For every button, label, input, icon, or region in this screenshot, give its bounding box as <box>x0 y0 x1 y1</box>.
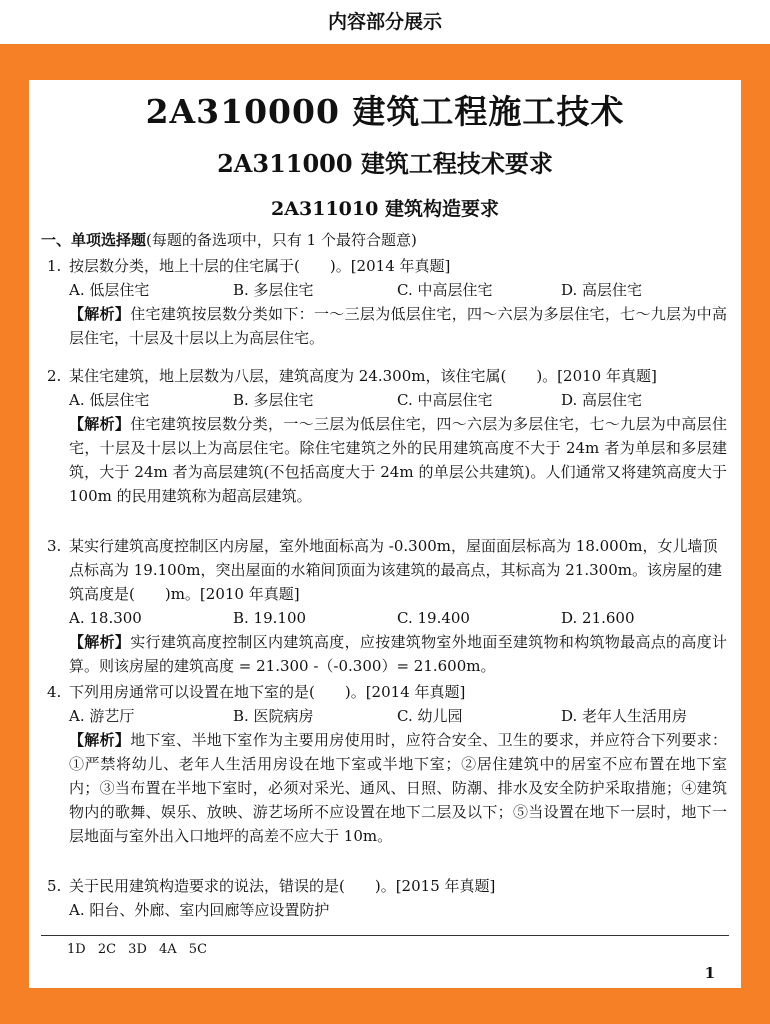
option-d: D. 高层住宅 <box>561 281 643 299</box>
analysis <box>47 630 727 678</box>
option-a: A. 阳台、外廊、室内回廊等应设置防护 <box>69 901 330 919</box>
option-b: B. 19.100 <box>233 609 307 627</box>
option-c: C. 19.400 <box>397 609 470 627</box>
question-5 <box>47 874 727 922</box>
question-number: 5. <box>47 877 62 895</box>
question-3 <box>47 534 727 678</box>
question-text: 某实行建筑高度控制区内房屋，室外地面标高为 -0.300m，屋面面层标高为 18.000m，女儿墙顶点标高为 19.100m，突出屋面的水箱间顶面为该建筑的最高点，其标高为 21.300m。该房屋的建筑高度是( )m。[2010 年真题] <box>69 537 722 603</box>
question-stem <box>47 534 727 606</box>
options-row <box>47 704 727 728</box>
question-text: 某住宅建筑，地上层数为八层，建筑高度为 24.300m，该住宅属( )。[2010 年真题] <box>69 367 657 385</box>
question-number: 1. <box>47 257 62 275</box>
page-number: 1 <box>704 964 715 982</box>
analysis <box>47 302 727 350</box>
options-row <box>47 898 727 922</box>
option-b: B. 多层住宅 <box>233 281 314 299</box>
footnote-divider <box>41 935 729 936</box>
question-type-heading <box>41 230 417 250</box>
question-1 <box>47 254 727 350</box>
options-row <box>47 388 727 412</box>
option-c: C. 中高层住宅 <box>397 281 493 299</box>
option-b: B. 医院病房 <box>233 707 314 725</box>
analysis <box>47 412 727 508</box>
option-d: D. 老年人生活用房 <box>561 707 688 725</box>
analysis-tag: 【解析】 <box>69 415 131 433</box>
analysis-text: 住宅建筑按层数分类如下：一～三层为低层住宅，四～六层为多层住宅，七～九层为中高层住宅，十层及十层以上为高层住宅。 <box>69 305 727 347</box>
question-text: 下列用房通常可以设置在地下室的是( )。[2014 年真题] <box>69 683 466 701</box>
analysis-text: 住宅建筑按层数分类，一～三层为低层住宅，四～六层为多层住宅，七～九层为中高层住宅，十层及十层以上为高层住宅。除住宅建筑之外的民用建筑高度不大于 24m 者为单层和多层建筑，大于 24m 者为高层建筑(不包括高度大于 24m 的单层公共建筑)。人们通常又将建筑高度大于 100m 的民用建筑称为超高层建筑。 <box>69 415 727 505</box>
option-a: A. 游艺厅 <box>69 707 135 725</box>
section-note: (每题的备选项中，只有 1 个最符合题意) <box>146 231 417 249</box>
option-a: A. 18.300 <box>69 609 142 627</box>
answer-key: 1D 2C 3D 4A 5C <box>67 942 208 957</box>
analysis-tag: 【解析】 <box>69 633 131 651</box>
option-a: A. 低层住宅 <box>69 391 150 409</box>
question-stem <box>47 254 727 278</box>
question-4 <box>47 680 727 848</box>
option-d: D. 21.600 <box>561 609 635 627</box>
option-c: C. 幼儿园 <box>397 707 463 725</box>
question-text: 按层数分类，地上十层的住宅属于( )。[2014 年真题] <box>69 257 451 275</box>
question-stem <box>47 364 727 388</box>
section-heading: 一、单项选择题 <box>41 231 147 249</box>
section-title: 2A311000 建筑工程技术要求 <box>217 149 553 178</box>
analysis-tag: 【解析】 <box>69 731 131 749</box>
chapter-title: 2A310000 建筑工程施工技术 <box>145 92 625 131</box>
option-a: A. 低层住宅 <box>69 281 150 299</box>
question-2 <box>47 364 727 508</box>
question-number: 4. <box>47 683 62 701</box>
question-number: 2. <box>47 367 62 385</box>
analysis <box>47 728 727 848</box>
analysis-text: 实行建筑高度控制区内建筑高度，应按建筑物室外地面至建筑物和构筑物最高点的高度计算。则该房屋的建筑高度 = 21.300 -（-0.300）= 21.600m。 <box>69 633 727 675</box>
subsection-title: 2A311010 建筑构造要求 <box>271 198 499 220</box>
options-row <box>47 278 727 302</box>
option-d: D. 高层住宅 <box>561 391 643 409</box>
document-page <box>29 80 741 988</box>
option-b: B. 多层住宅 <box>233 391 314 409</box>
question-number: 3. <box>47 537 62 555</box>
question-stem <box>47 874 727 898</box>
analysis-text: 地下室、半地下室作为主要用房使用时，应符合安全、卫生的要求，并应符合下列要求：①严禁将幼儿、老年人生活用房设在地下室或半地下室；②居住建筑中的居室不应布置在地下室内；③当布置在半地下室时，必须对采光、通风、日照、防潮、排水及安全防护采取措施；④建筑物内的歌舞、娱乐、放映、游艺场所不应设置在地下二层及以下；⑤当设置在地下一层时，地下一层地面与室外出入口地坪的高差不应大于 10m。 <box>69 731 727 845</box>
banner-title: 内容部分展示 <box>0 0 770 44</box>
orange-frame <box>0 44 770 1024</box>
analysis-tag: 【解析】 <box>69 305 131 323</box>
question-text: 关于民用建筑构造要求的说法，错误的是( )。[2015 年真题] <box>69 877 496 895</box>
question-stem <box>47 680 727 704</box>
option-c: C. 中高层住宅 <box>397 391 493 409</box>
options-row <box>47 606 727 630</box>
